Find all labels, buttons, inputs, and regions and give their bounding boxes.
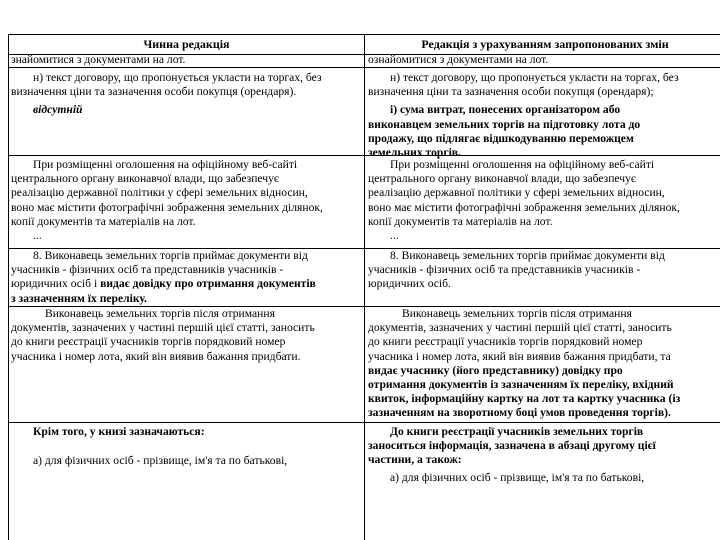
table-row	[8, 423, 720, 540]
table-row	[8, 54, 720, 68]
right-cell-line: документів, зазначених у частині першій цієї статті, заносить	[368, 321, 672, 335]
left-cell-line: учасника і номер лота, який він виявив бажання придбати.	[11, 349, 301, 363]
left-cell-absent: відсутній	[33, 103, 83, 117]
left-cell-line: реалізацію державної політики у сфері земельних відносин,	[11, 186, 308, 200]
right-cell-line: 8. Виконавець земельних торгів приймає документи від	[390, 249, 665, 262]
left-cell-line: з зазначенням їх переліку.	[11, 291, 147, 305]
right-cell-line: а) для фізичних осіб - прізвище, ім'я та по батькові,	[390, 470, 645, 484]
right-cell-line: н) текст договору, що пропонується укласти на торгах, без	[390, 71, 679, 84]
right-cell-line: юридичних осіб.	[368, 277, 451, 291]
table-row	[8, 249, 720, 307]
left-cell-line: а) для фізичних осіб - прізвище, ім'я та по батькові,	[33, 454, 288, 468]
left-cell-text: юридичних осіб і	[11, 277, 101, 291]
right-cell-new-line: квиток, інформаційну картку на лот та картку учасника (із	[368, 392, 681, 406]
left-cell-line: Крім того, у книзі зазначаються:	[33, 425, 205, 438]
right-cell-new-line: земельних торгів.	[368, 146, 461, 160]
table-row	[8, 68, 720, 160]
right-cell-line: копії документів та матеріалів на лот.	[368, 214, 553, 228]
left-cell-line: до книги реєстрації учасників торгів порядковий номер	[11, 335, 286, 349]
header-left: Чинна редакція	[9, 34, 364, 55]
left-cell-line: Виконавець земельних торгів після отримання	[45, 307, 275, 320]
right-cell-new-line: частини, а також:	[368, 453, 462, 467]
right-cell-line: ознайомитися з документами на лот.	[368, 54, 549, 66]
left-cell-line: знайомитися з документами на лот.	[11, 54, 186, 66]
right-cell-new-line: зазначенням на зворотному боці умов проведення торгів).	[368, 406, 671, 420]
left-cell-line: учасників - фізичних осіб та представників учасників -	[11, 263, 284, 277]
right-cell-ellipsis: ...	[390, 229, 399, 243]
left-cell-line: центрального органу виконавчої влади, що забезпечує	[11, 172, 279, 186]
left-cell-line: При розміщенні оголошення на офіційному веб-сайті	[33, 158, 298, 171]
left-cell-line: н) текст договору, що пропонується укласти на торгах, без	[33, 71, 322, 84]
right-cell-line: реалізацію державної політики у сфері земельних відносин,	[368, 186, 665, 200]
right-cell-line: визначення ціни та зазначення особи покупця (орендаря);	[368, 85, 654, 99]
right-cell-new-line: До книги реєстрації учасників земельних торгів	[390, 425, 644, 438]
right-cell-new-line: продажу, що підлягає відшкодуванню переможцем	[368, 131, 634, 145]
table-row	[8, 307, 720, 423]
left-cell-line: документів, зазначених у частині першій цієї статті, заносить	[11, 321, 315, 335]
left-cell-ellipsis: ...	[33, 229, 42, 243]
left-cell-line: копії документів та матеріалів на лот.	[11, 214, 196, 228]
right-cell-line: до книги реєстрації учасників торгів порядковий номер	[368, 335, 643, 349]
left-cell-line: визначення ціни та зазначення особи покупця (орендаря).	[11, 85, 297, 99]
right-cell-line: учасників - фізичних осіб та представників учасників -	[368, 263, 641, 277]
right-cell-line: Виконавець земельних торгів після отримання	[402, 307, 632, 320]
left-cell-line: 8. Виконавець земельних торгів приймає документи від	[33, 249, 308, 262]
right-cell-new-line: видає учаснику (його представнику) довідку про	[368, 363, 623, 377]
right-cell-line: При розміщенні оголошення на офіційному веб-сайті	[390, 158, 655, 171]
right-cell-new-line: і) сума витрат, понесених організатором або	[390, 103, 621, 117]
left-cell-bold-text: видає довідку про отримання документів	[100, 277, 316, 291]
right-cell-new-line: виконавцем земельних торгів на підготовку лота до	[368, 117, 641, 131]
right-cell-line: учасника і номер лота, який він виявив бажання придбати, та	[368, 349, 671, 363]
header-right: Редакція з урахуванням запропонованих змін	[365, 34, 720, 55]
right-cell-line: воно має містити фотографічні зображення земельних ділянок,	[368, 200, 680, 214]
left-cell-line	[11, 277, 361, 291]
right-cell-line: центрального органу виконавчої влади, що забезпечує	[368, 172, 636, 186]
right-cell-new-line: отримання документів із зазначенням їх переліку, вхідний	[368, 378, 674, 392]
table-row	[8, 156, 720, 249]
right-cell-new-line: заноситься інформація, зазначена в абзаці другому цієї	[368, 439, 656, 453]
left-cell-line: воно має містити фотографічні зображення земельних ділянок,	[11, 200, 323, 214]
